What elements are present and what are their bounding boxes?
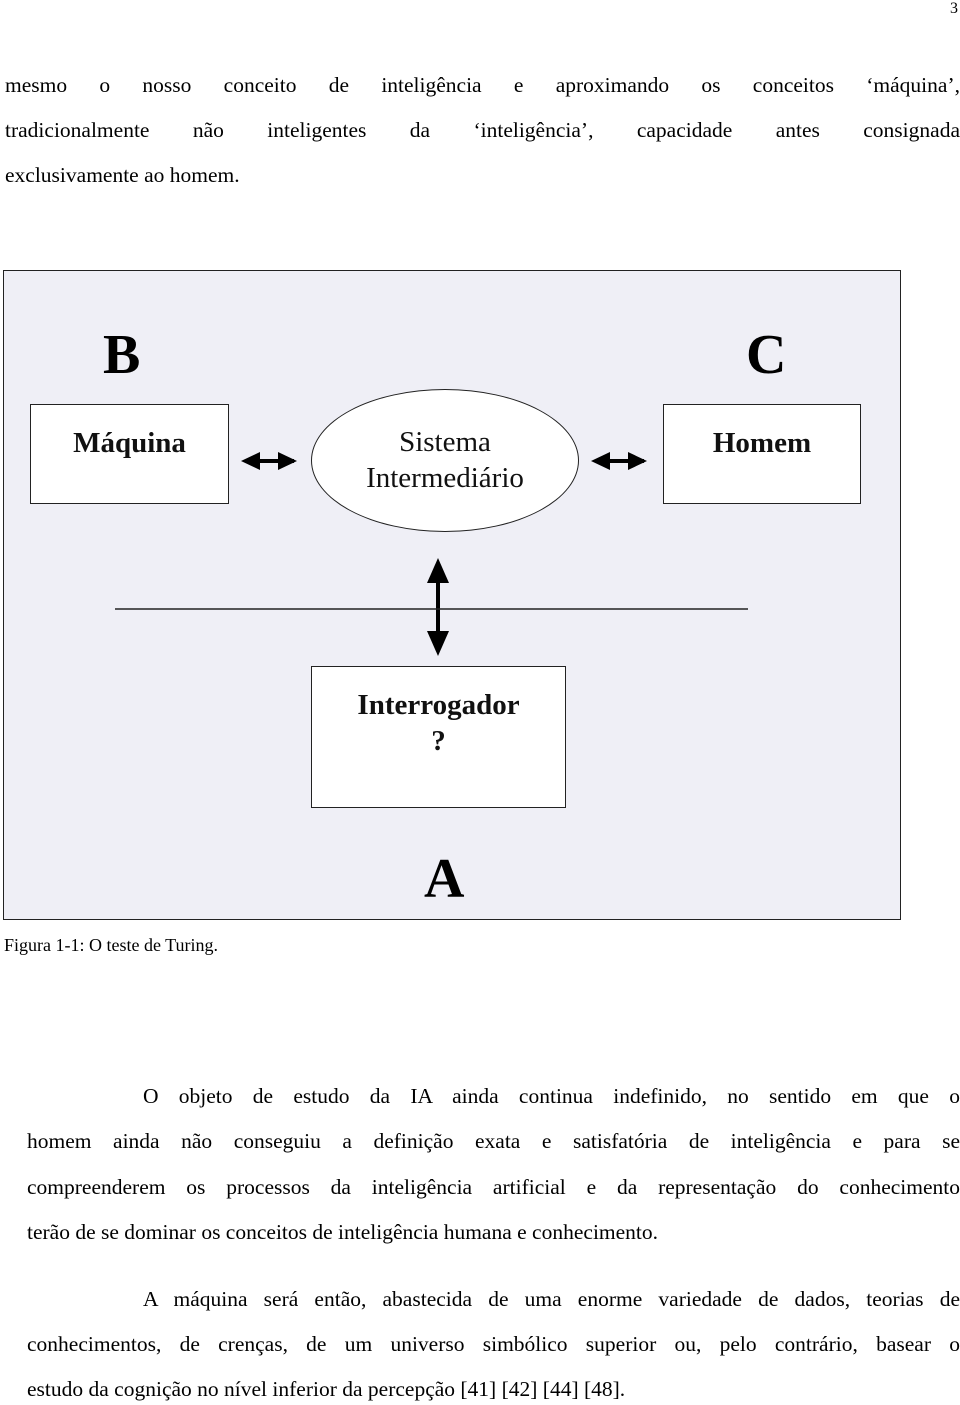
intermediate-interrogator-arrow [427,558,449,656]
paragraph-1-line-3: compreenderem os processos da inteligência artificial e da representação do conhecimento [27,1175,960,1199]
paragraph-1-line-4: terão de se dominar os conceitos de inteligência humana e conhecimento. [27,1220,659,1244]
page-number: 3 [950,0,958,17]
figure-caption: Figura 1-1: O teste de Turing. [4,935,218,955]
interrogator-label: Interrogador [357,689,520,721]
paragraph-1-line-2: homem ainda não conseguiu a definição exata e satisfatória de inteligência e para se [27,1129,960,1153]
paragraph-1-line-1: O objeto de estudo da IA ainda continua indefinido, no sentido em que o [143,1084,960,1108]
diagram-connectors [4,271,902,921]
paragraph-2-line-2: conhecimentos, de crenças, de um universo simbólico superior ou, pelo contrário, basear o [27,1332,960,1356]
intermediate-label-line-1: Sistema [399,426,491,458]
intermediate-human-arrow [591,452,647,470]
turing-test-diagram [3,270,901,920]
label-c: C [746,324,787,386]
intro-line-1: mesmo o nosso conceito de inteligência e aproximando os conceitos ‘máquina’, [5,73,960,97]
intro-line-2: tradicionalmente não inteligentes da ‘inteligência’, capacidade antes consignada [5,118,960,142]
machine-label: Máquina [73,427,186,459]
machine-intermediate-arrow [241,452,297,470]
intro-line-3: exclusivamente ao homem. [5,163,240,187]
paragraph-2-line-1: A máquina será então, abastecida de uma enorme variedade de dados, teorias de [143,1287,960,1311]
label-a: A [424,848,465,910]
label-b: B [103,324,141,386]
intermediate-label-line-2: Intermediário [366,462,524,494]
paragraph-2-line-3: estudo da cognição no nível inferior da percepção [41] [42] [44] [48]. [27,1377,626,1401]
human-label: Homem [712,427,812,459]
question-mark: ? [431,725,446,757]
